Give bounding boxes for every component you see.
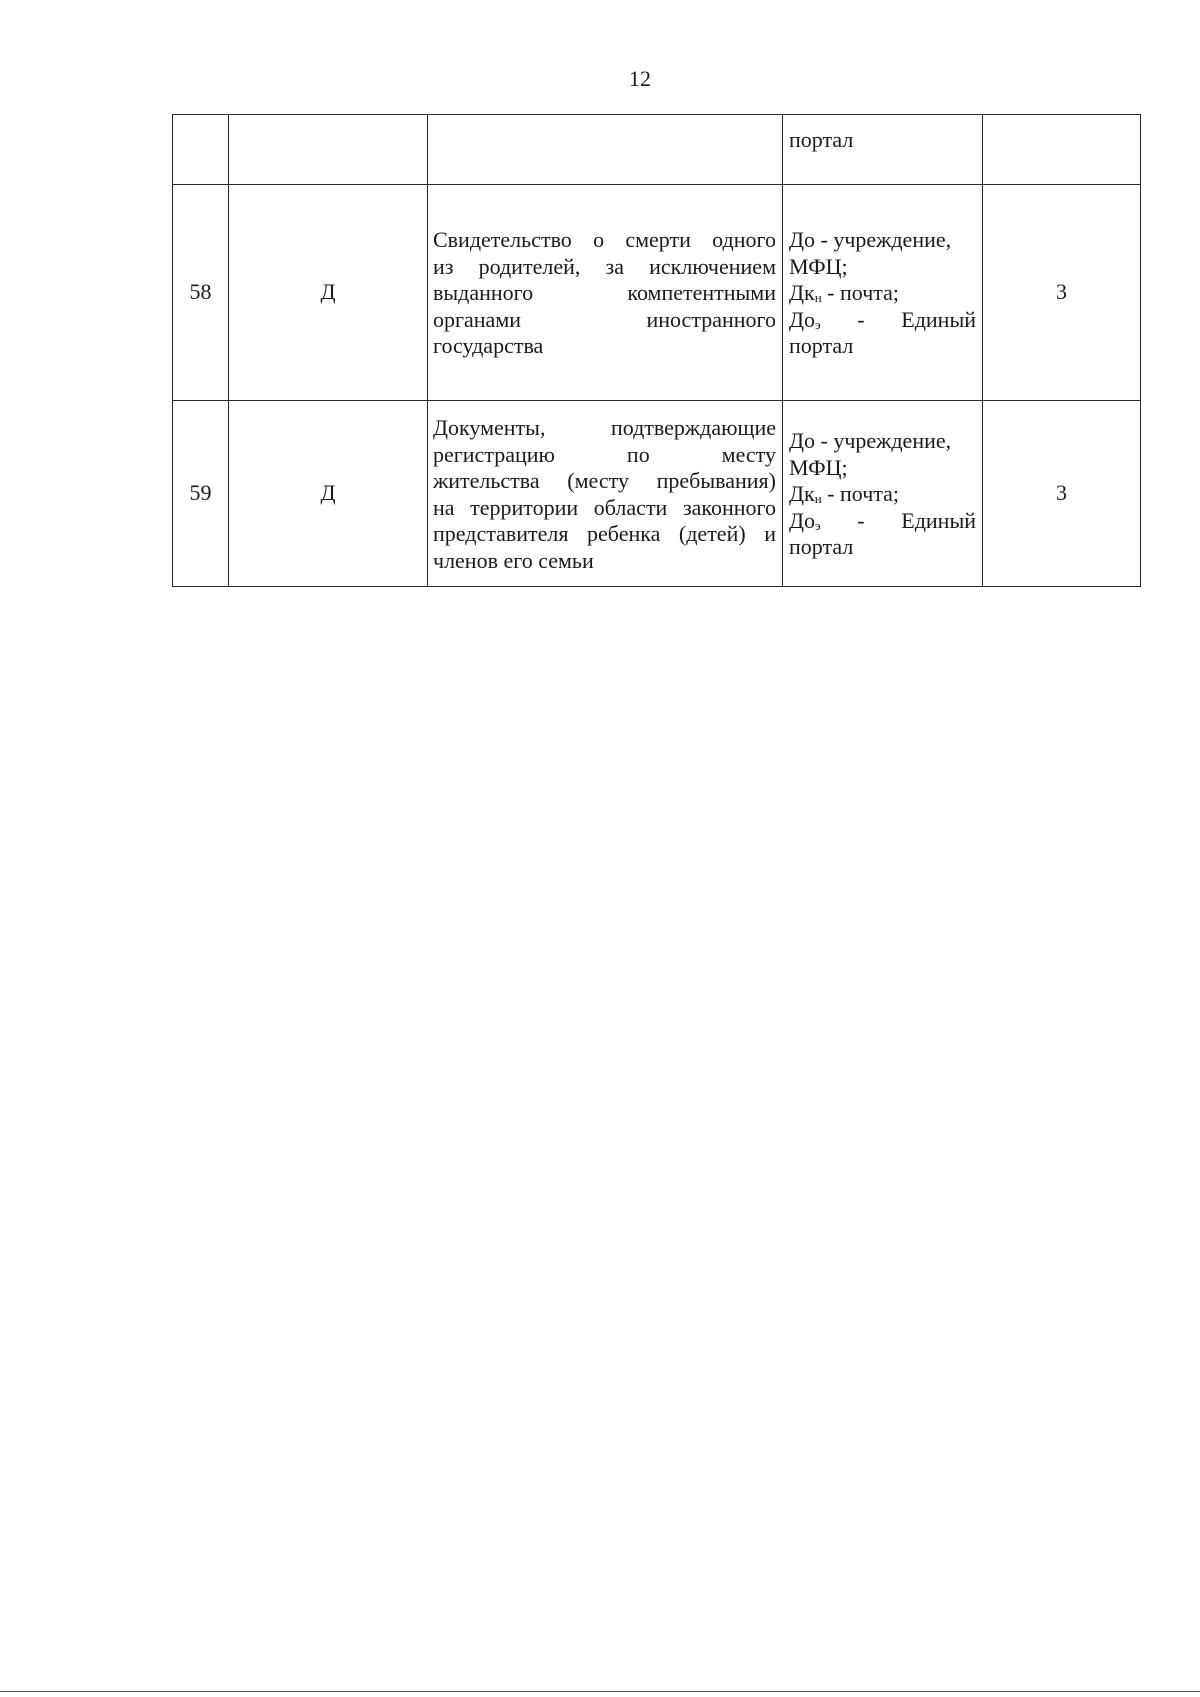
method-line-text: портал <box>789 534 854 560</box>
cell-count <box>983 115 1141 185</box>
cell-document <box>428 185 783 401</box>
method-line-text: МФЦ; <box>789 454 848 480</box>
method-line <box>789 481 976 508</box>
cell-number <box>173 115 229 185</box>
document-line: выданного компетентными <box>433 280 776 306</box>
method-line-text: До - учреждение, <box>789 227 952 253</box>
cell-number: 58 <box>173 185 229 401</box>
document-line: регистрацию по месту <box>433 441 776 467</box>
cell-document <box>428 401 783 587</box>
table-row <box>173 185 1141 401</box>
method-line-subscript: н <box>814 290 822 306</box>
page-number: 12 <box>629 66 651 91</box>
method-line-subscript: э <box>815 316 821 332</box>
cell-count: 3 <box>983 401 1141 587</box>
document-line: жительства (месту пребывания) <box>433 468 776 493</box>
cell-type: Д <box>229 185 428 401</box>
table-row <box>173 401 1141 587</box>
method-line <box>789 534 976 561</box>
method-line <box>789 333 976 360</box>
method-line-rest: - Единый <box>820 306 976 332</box>
method-line <box>789 227 976 254</box>
method-line <box>789 280 976 307</box>
document-line: Документы, подтверждающие <box>433 415 776 440</box>
method-line-text: Дк <box>789 481 815 507</box>
document-line: членов его семьи <box>433 547 594 573</box>
method-line-text: портал <box>789 333 854 359</box>
document-line: государства <box>433 333 544 359</box>
method-line-rest: - почта; <box>821 280 900 306</box>
method-line-text: До - учреждение, <box>789 428 952 454</box>
method-line <box>789 428 976 455</box>
method-line-text: Дк <box>789 280 815 306</box>
cell-document <box>428 115 783 185</box>
method-line-rest: - Единый <box>820 507 976 533</box>
cell-number: 59 <box>173 401 229 587</box>
method-line <box>789 307 976 334</box>
cell-method <box>783 185 983 401</box>
document-line: из родителей, за исключением <box>433 253 776 279</box>
table-row-continuation <box>173 115 1141 185</box>
method-line-text: До <box>789 507 816 533</box>
document-line: на территории области законного <box>433 494 776 520</box>
method-line <box>789 508 976 535</box>
method-line-text: МФЦ; <box>789 253 848 279</box>
document-line: представителя ребенка (детей) и <box>433 521 776 546</box>
method-line-text: До <box>789 306 816 332</box>
scan-edge-line <box>0 1691 1200 1693</box>
method-line <box>789 254 976 281</box>
method-line <box>789 455 976 482</box>
cell-count: 3 <box>983 185 1141 401</box>
method-line-subscript: н <box>814 491 822 507</box>
method-line-subscript: э <box>815 517 821 533</box>
document-line: органами иностранного <box>433 306 776 332</box>
cell-method <box>783 401 983 587</box>
method-line-rest: - почта; <box>821 481 900 507</box>
cell-method <box>783 115 983 185</box>
cell-type <box>229 115 428 185</box>
document-line: Свидетельство о смерти одного <box>433 227 776 253</box>
cell-type: Д <box>229 401 428 587</box>
method-line: портал <box>789 127 854 152</box>
documents-table <box>172 114 1141 587</box>
